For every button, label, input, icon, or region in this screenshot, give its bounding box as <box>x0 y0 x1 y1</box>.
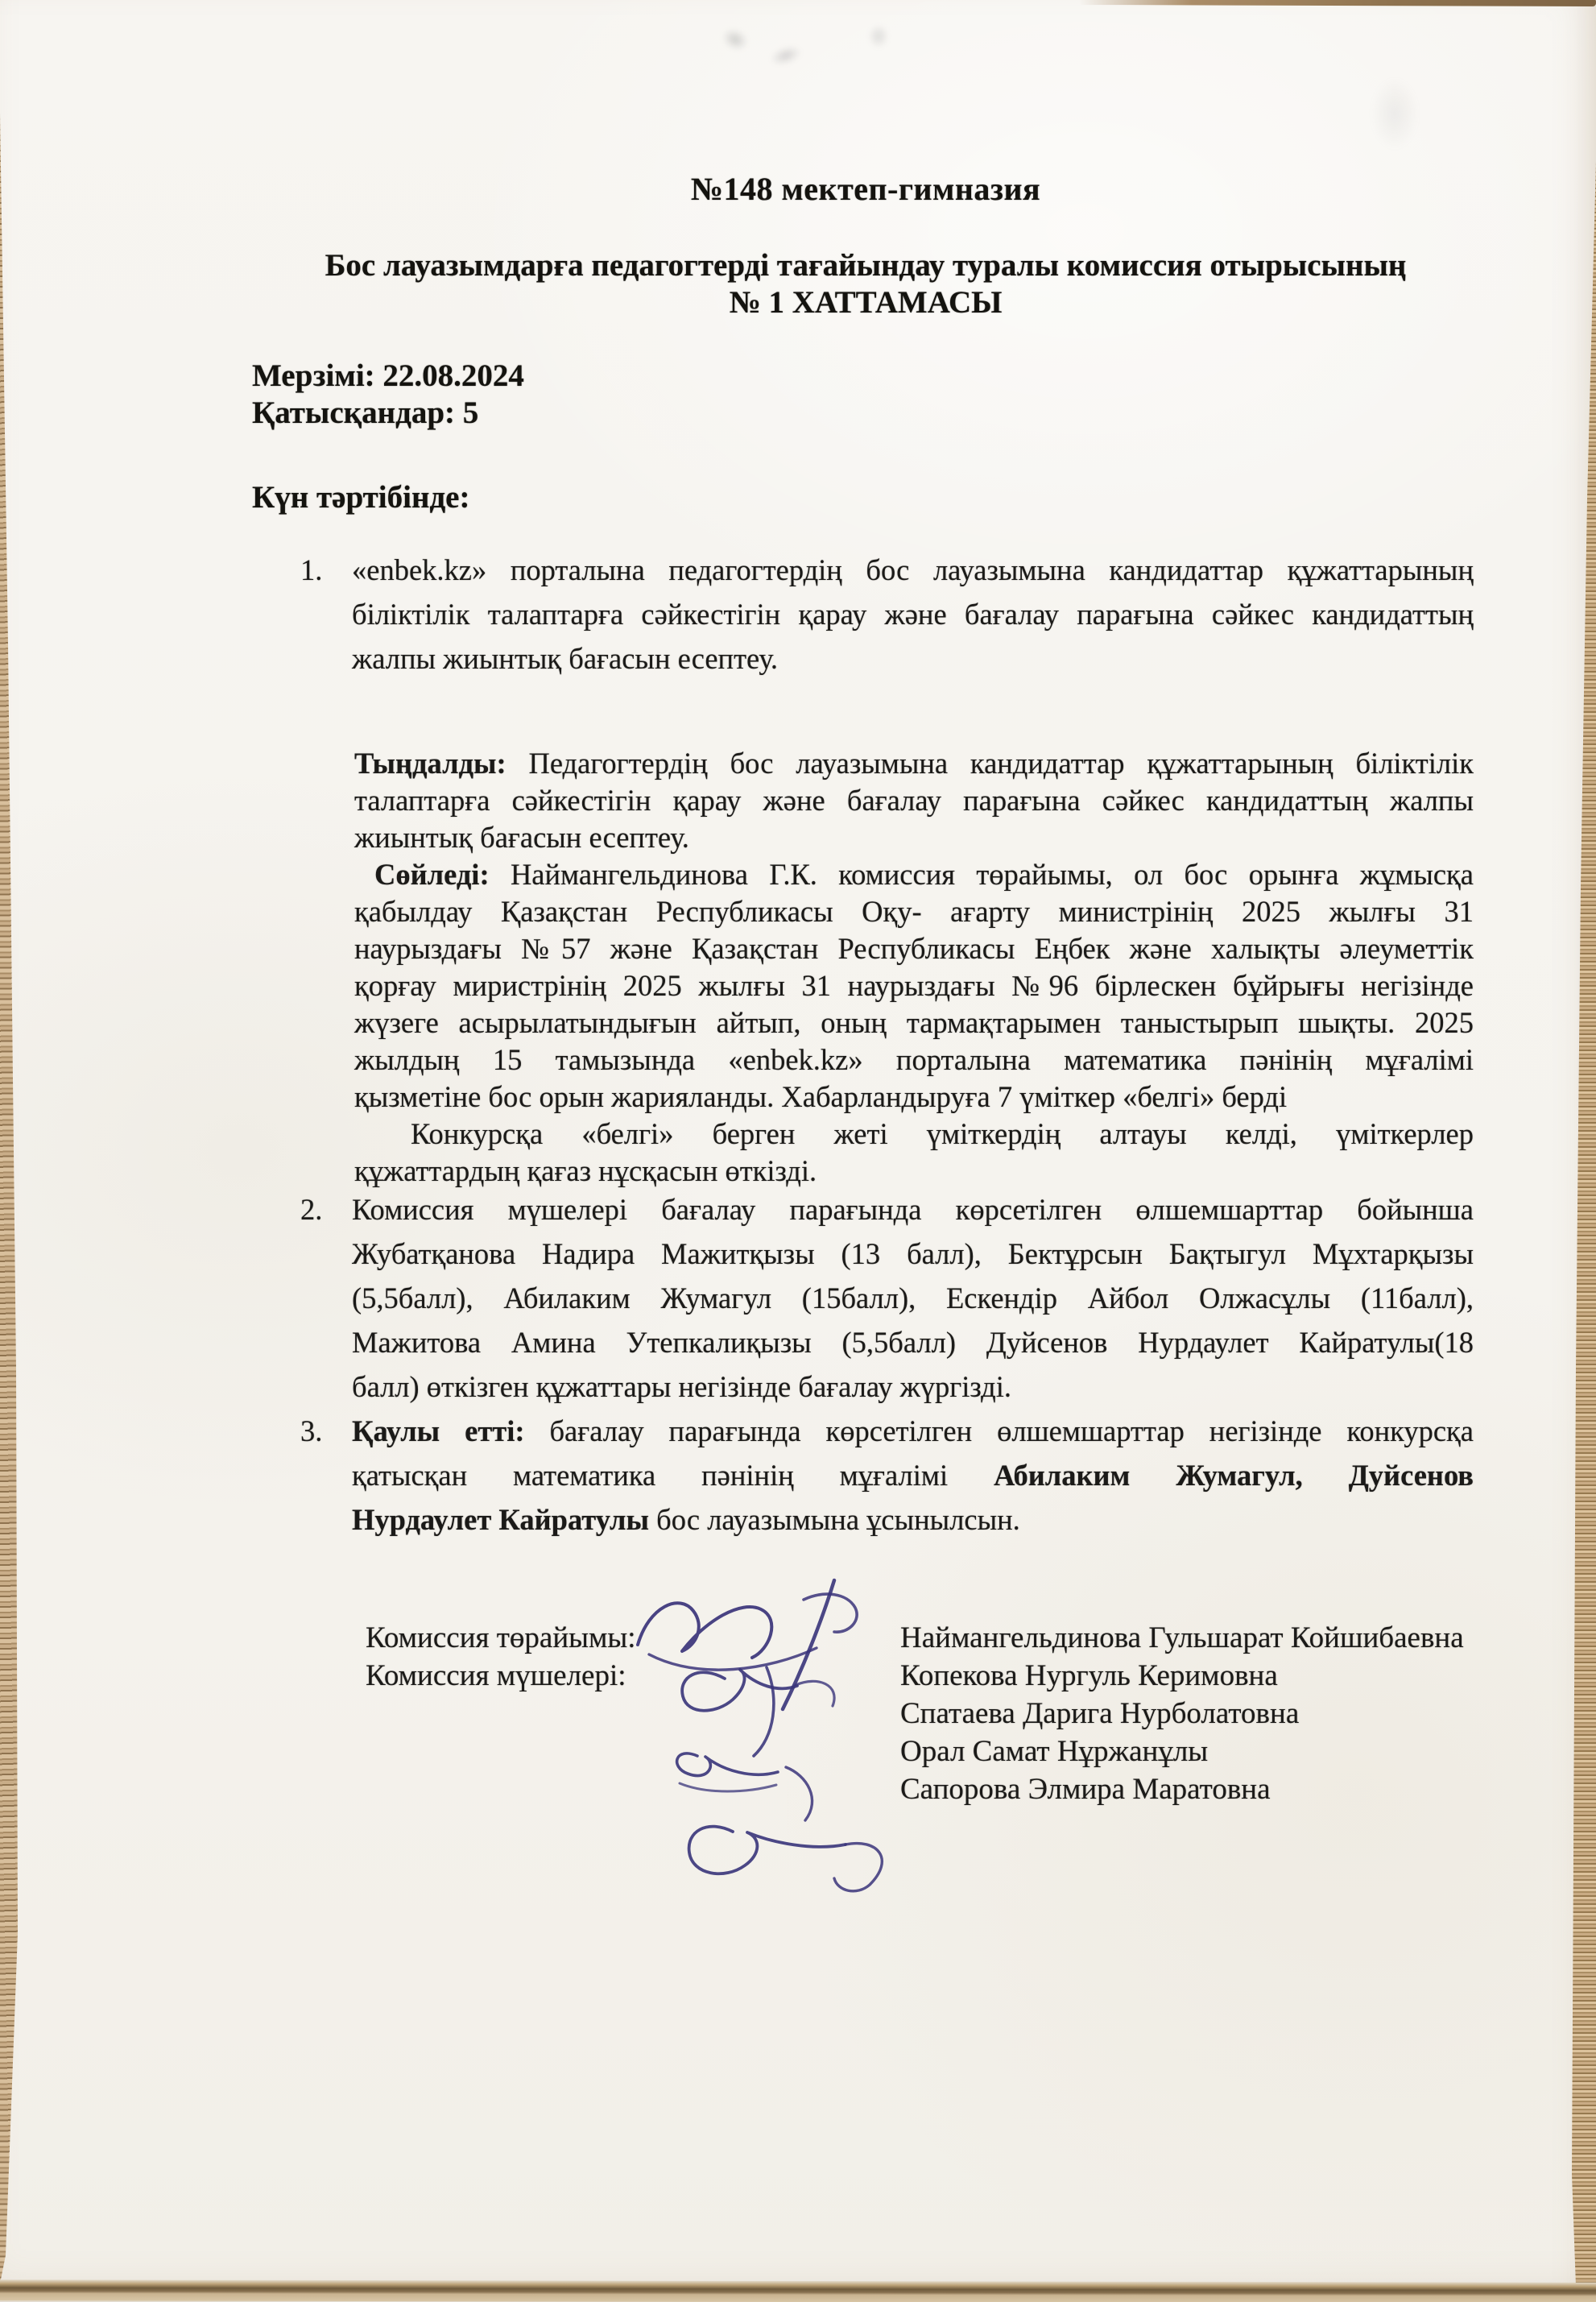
minutes-paragraphs: Тыңдалды: Педагогтердің бос лауазымына кандидаттар құжаттарының біліктілік талаптарға сәйкестігін қарау және бағалау парағына сәйкес кандидаттың жалпы жиынтық бағасын есептеу. Сөйледі: Наймангельдинова Г.К. комиссия төрайымы, ол бос орынға жұмысқа қабылдау Қазақстан Республикасы Оқу- ағарту министрінің 2025 жылғы 31 наурыздағы №57 және Қазақстан Республикасы Еңбек және халықты әлеуметтік қорғау миристрінің 2025 жылғы 31 наурыздағы №96 бірлескен бұйрығы негізінде жүзеге асырылатындығын айтып, оның тармақтарымен таныстырып шықты. 2025 жылдың 15 тамызында «enbek.kz» порталына математика пәнінің мұғалімі қызметіне бос орын жарияланды. Хабарландыруға 7 үміткер «белгі» берді Конкурсқа «белгі» берген жеті үміткердің алтауы келді, үміткерлер құжаттардың қағаз нұсқасын өткізді. <box>354 747 1474 1187</box>
signature-names <box>900 1619 1496 1808</box>
paper-top-edge <box>1079 0 1596 6</box>
paper-smudge <box>768 42 804 68</box>
agenda-item-1: 1. «enbek.kz» порталына педагогтердің бос лауазымына кандидаттар құжаттарының біліктілік талаптарға сәйкестігін қарау және бағалау парағына сәйкес кандидаттың жалпы жиынтық бағасын есептеу. <box>300 553 1474 675</box>
agenda-heading: Күн тәртібінде: <box>252 480 470 515</box>
chair-label: Комиссия төрайымы: <box>366 1621 636 1654</box>
paper-smudge <box>868 24 889 48</box>
participants-line: Қатысқандар: 5 <box>252 395 479 430</box>
members-label: Комиссия мүшелері: <box>366 1659 626 1692</box>
protocol-subject: Бос лауазымдарға педагогтерді тағайындау туралы комиссия отырысының <box>325 248 1407 283</box>
chair-name: Наймангельдинова Гульшарат Койшибаевна <box>900 1621 1464 1654</box>
paper-smudge <box>1371 77 1419 150</box>
signature-labels <box>366 1619 636 1695</box>
commission-scores-item: 2. Комиссия мүшелері бағалау парағында көрсетілген өлшемшарттар бойынша Жубатқанова Надира Мажитқызы (13 балл), Бектұрсын Бақтыгул Мұхтарқызы (5,5балл), Абилаким Жумагул (15балл), Ескендір Айбол Олжасұлы (11балл), Мажитова Амина Утепкалиқызы (5,5балл) Дуйсенов Нурдаулет Кайратулы(18 балл) өткізген құжаттары негізінде бағалау жүргізді. <box>300 1193 1474 1403</box>
handwritten-signatures-ink <box>602 1572 949 1902</box>
member-names: Копекова Нургуль Керимовна Спатаева Дарига Нурболатовна Орал Самат Нұржанұлы Сапорова Элмира Маратовна <box>900 1659 1300 1806</box>
paper-smudge <box>718 24 752 55</box>
school-title: №148 мектеп-гимназия <box>690 171 1041 207</box>
paper-right-edge <box>1567 0 1596 2302</box>
paper-left-edge <box>0 0 32 2302</box>
date-line: Мерзімі: 22.08.2024 <box>252 358 524 393</box>
decision-item: 3. Қаулы етті: бағалау парағында көрсетілген өлшемшарттар негізінде конкурсқа қатысқан математика пәнінің мұғалімі Абилаким Жумагул, Дуйсенов Нурдаулет Кайратулы бос лауазымына ұсынылсын. <box>300 1414 1474 1536</box>
protocol-number: № 1 ХАТТАМАСЫ <box>729 285 1003 320</box>
paper-bottom-edge <box>0 2279 1596 2302</box>
